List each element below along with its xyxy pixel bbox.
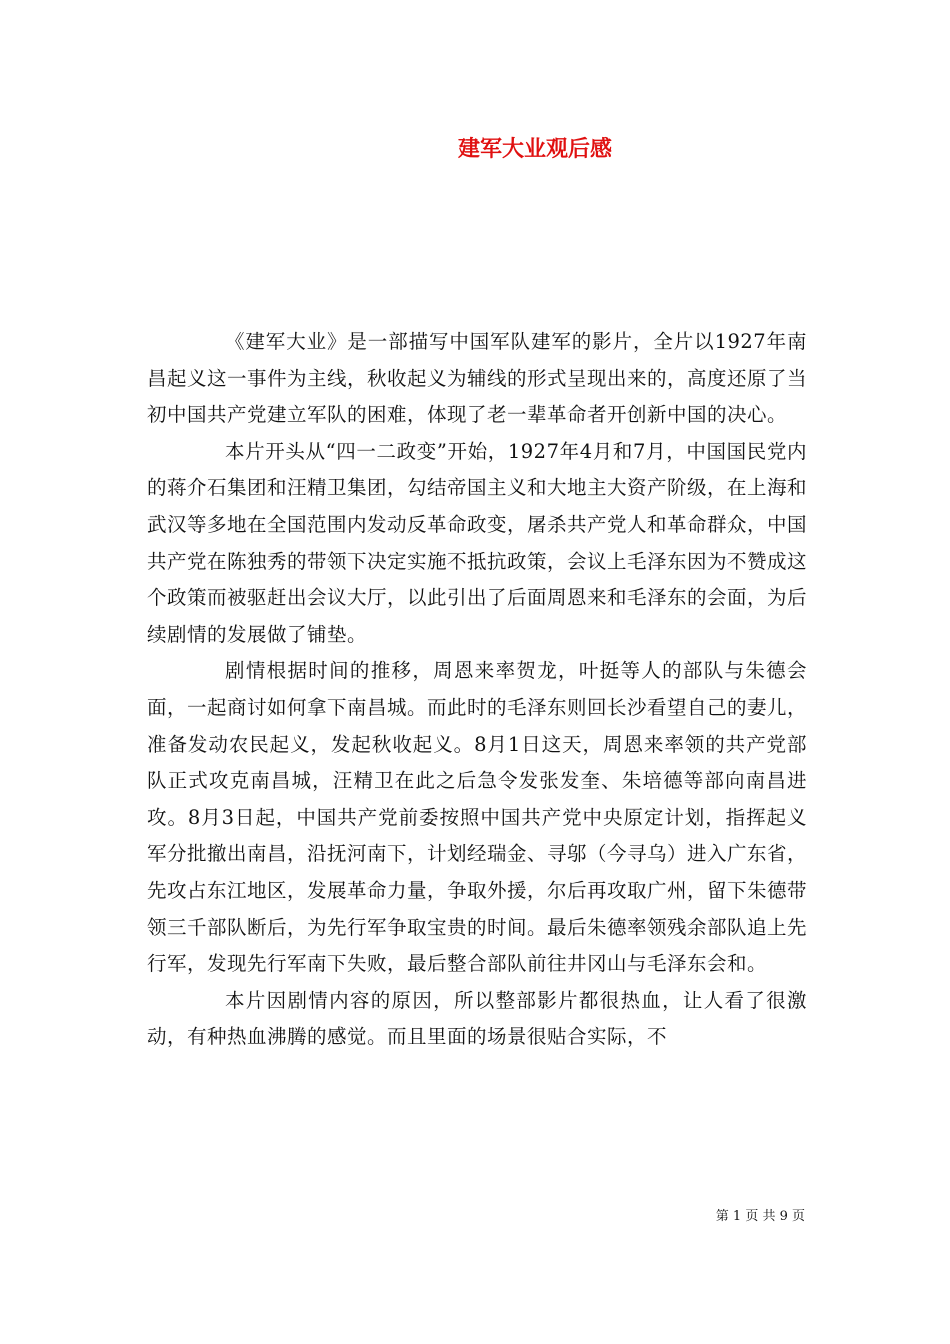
page-number-footer: 第 1 页 共 9 页 <box>715 1209 805 1224</box>
document-body <box>147 324 807 1056</box>
paragraph: 剧情根据时间的推移，周恩来率贺龙，叶挺等人的部队与朱德会面，一起商讨如何拿下南昌城。而此时的毛泽东则回长沙看望自己的妻儿，准备发动农民起义，发起秋收起义。8月1日这天，周恩来率领的共产党部队正式攻克南昌城，汪精卫在此之后急令发张发奎、朱培德等部向南昌进攻。8月3日起，中国共产党前委按照中国共产党中央原定计划，指挥起义军分批撤出南昌，沿抚河南下，计划经瑞金、寻邬（今寻乌）进入广东省，先攻占东江地区，发展革命力量，争取外援，尔后再攻取广州，留下朱德带领三千部队断后，为先行军争取宝贵的时间。最后朱德率领残余部队追上先行军，发现先行军南下失败，最后整合部队前往井冈山与毛泽东会和。 <box>147 659 808 976</box>
paragraph: 《建军大业》是一部描写中国军队建军的影片，全片以1927年南昌起义这一事件为主线，秋收起义为辅线的形式呈现出来的，高度还原了当初中国共产党建立军队的困难，体现了老一辈革命者开创新中国的决心。 <box>147 330 808 427</box>
paragraph: 本片因剧情内容的原因，所以整部影片都很热血，让人看了很激动，有种热血沸腾的感觉。而且里面的场景很贴合实际，不 <box>147 988 807 1049</box>
document-title: 建军大业观后感 <box>457 136 612 162</box>
paragraph: 本片开头从“四一二政变”开始，1927年4月和7月，中国国民党内的蒋介石集团和汪精卫集团，勾结帝国主义和大地主大资产阶级，在上海和武汉等多地在全国范围内发动反革命政变，屠杀共产党人和革命群众，中国共产党在陈独秀的带领下决定实施不抵抗政策，会议上毛泽东因为不赞成这个政策而被驱赶出会议大厅，以此引出了后面周恩来和毛泽东的会面，为后续剧情的发展做了铺垫。 <box>147 439 808 646</box>
